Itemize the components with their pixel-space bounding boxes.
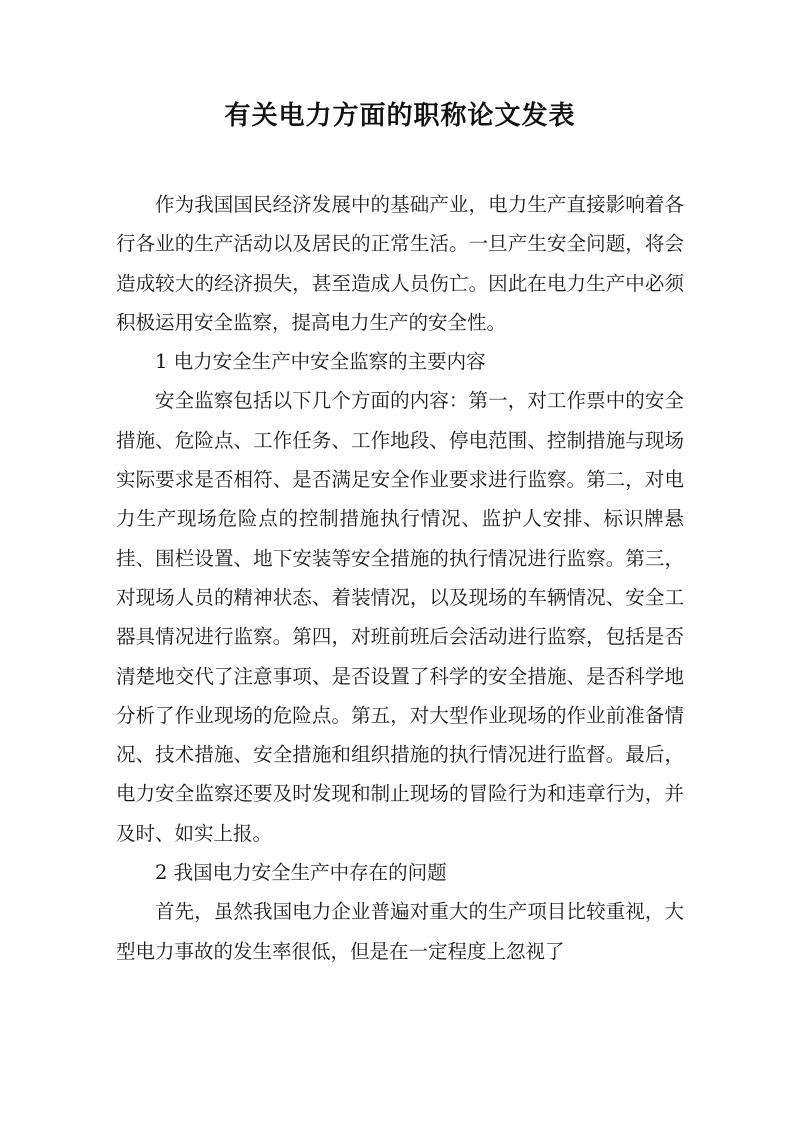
- document-body: [116, 185, 684, 971]
- paragraph-section-2: 首先，虽然我国电力企业普遍对重大的生产项目比较重视，大型电力事故的发生率很低，但是在一定程度上忽视了: [116, 900, 684, 963]
- paragraph-intro: 作为我国国民经济发展中的基础产业，电力生产直接影响着各行各业的生产活动以及居民的正常生活。一旦产生安全问题，将会造成较大的经济损失，甚至造成人员伤亡。因此在电力生产中必须积极运用安全监察，提高电力生产的安全性。: [116, 193, 684, 334]
- paragraph-section-1: 安全监察包括以下几个方面的内容：第一，对工作票中的安全措施、危险点、工作任务、工作地段、停电范围、控制措施与现场实际要求是否相符、是否满足安全作业要求进行监察。第二，对电力生产现场危险点的控制措施执行情况、监护人安排、标识牌悬挂、围栏设置、地下安装等安全措施的执行情况进行监察。第三，对现场人员的精神状态、着装情况，以及现场的车辆情况、安全工器具情况进行监察。第四，对班前班后会活动进行监察，包括是否清楚地交代了注意事项、是否设置了科学的安全措施、是否科学地分析了作业现场的危险点。第五，对大型作业现场的作业前准备情况、技术措施、安全措施和组织措施的执行情况进行监督。最后，电力安全监察还要及时发现和制止现场的冒险行为和违章行为，并及时、如实上报。: [116, 389, 684, 845]
- document-title: 有关电力方面的职称论文发表: [224, 101, 576, 131]
- section-heading-2: 2 我国电力安全生产中存在的问题: [155, 861, 447, 885]
- section-heading-1: 1 电力安全生产中安全监察的主要内容: [155, 350, 486, 374]
